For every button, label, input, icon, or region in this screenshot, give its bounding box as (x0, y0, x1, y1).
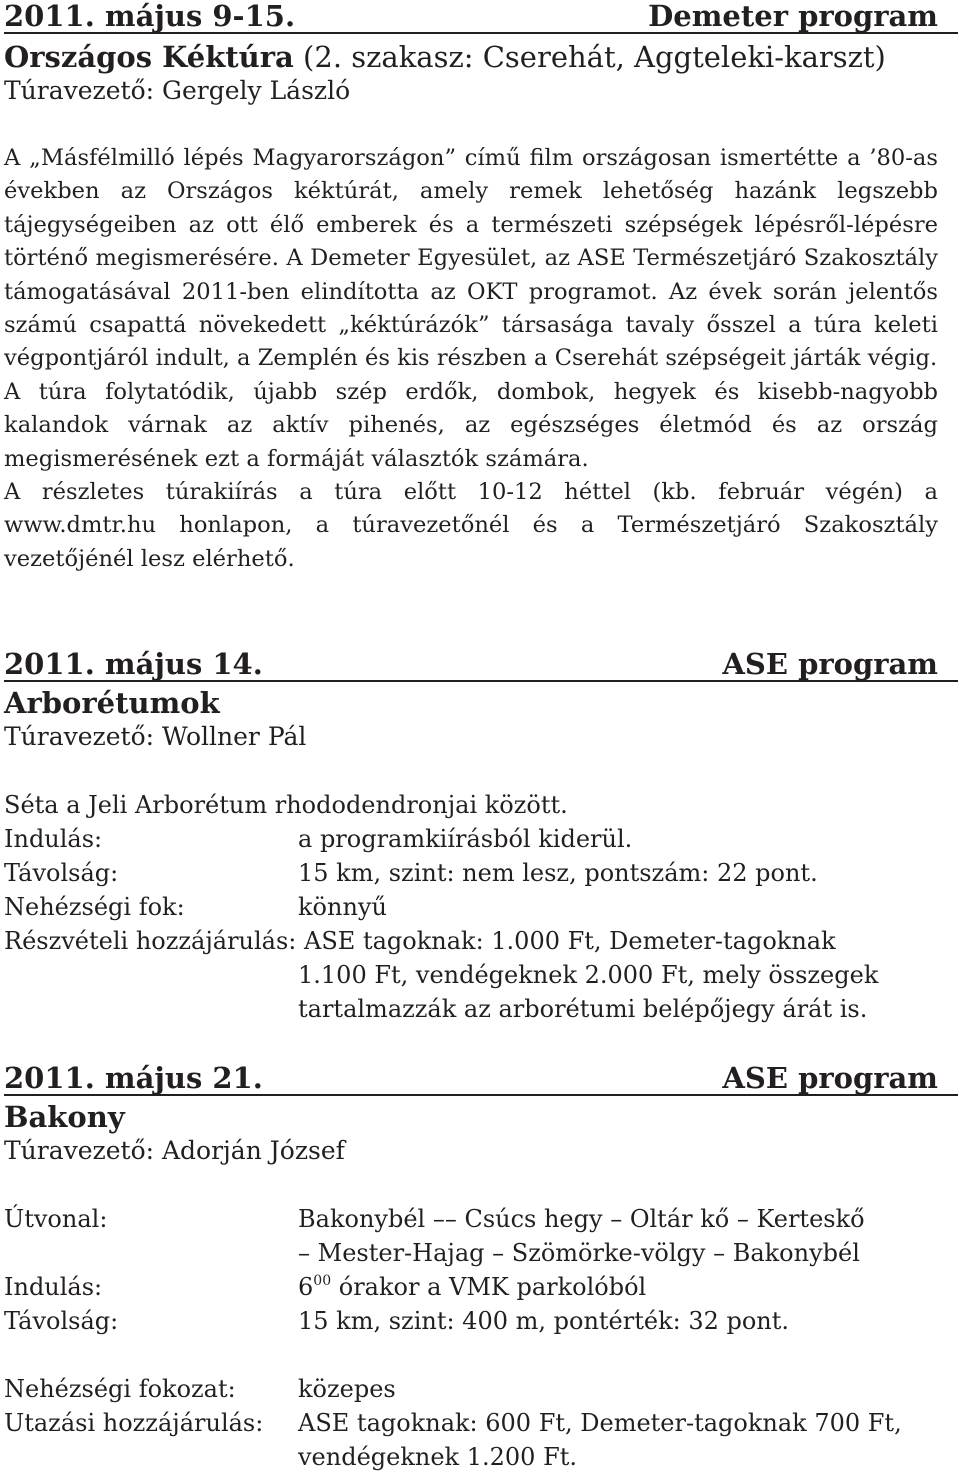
info-row-start (4, 1270, 938, 1304)
info-value: 15 km, szint: nem lesz, pontszám: 22 pont. (298, 859, 818, 887)
info-row-start (4, 822, 938, 856)
start-place: órakor a VMK parkolóból (331, 1273, 647, 1301)
info-label: Indulás: (4, 825, 103, 853)
info-row-fee (4, 1406, 938, 1474)
tour-guide: Túravezető: Wollner Pál (4, 722, 307, 751)
program-organizer: ASE program (722, 1061, 938, 1095)
info-label: Indulás: (4, 1273, 103, 1301)
start-minute: 00 (313, 1273, 332, 1289)
info-value: könnyű (298, 893, 387, 921)
program-section-arboretum (4, 648, 938, 1026)
paragraph: A részletes túrakiírás a túra előtt 10-12 héttel (kb. február végén) a www.dmtr.hu honlapon, a túravezetőnél és a Természetjáró Szakosztály vezetőjénél lesz elérhető. (4, 479, 938, 572)
program-title-bold: Országos Kéktúra (4, 40, 294, 74)
fee-line: Részvételi hozzájárulás: ASE tagoknak: 1.000 Ft, Demeter-tagoknak (4, 927, 836, 955)
section-header (4, 0, 958, 34)
info-row-difficulty (4, 1372, 938, 1406)
program-organizer: Demeter program (648, 0, 938, 33)
program-title (4, 40, 938, 74)
fee-continuation: 1.100 Ft, vendégeknek 2.000 Ft, mely összegek (298, 961, 879, 989)
start-hour: 6 (298, 1273, 314, 1301)
info-row-distance (4, 1304, 938, 1338)
program-title: Bakony (4, 1100, 125, 1134)
program-section-okt (4, 0, 938, 576)
route-continuation: – Mester-Hajag – Szömörke-völgy – Bakonybél (298, 1239, 860, 1267)
info-value: 15 km, szint: 400 m, pontérték: 32 pont. (298, 1307, 790, 1335)
program-title-rest: (2. szakasz: Cserehát, Aggteleki-karszt) (293, 40, 886, 74)
info-label: Nehézségi fokozat: (4, 1375, 236, 1403)
info-label: Távolság: (4, 859, 119, 887)
section-header (4, 648, 958, 682)
paragraph: A „Másfélmilló lépés Magyarországon” című film országosan ismertétte a ’80-as években az Országos kéktúrát, amely remek lehetőség hazánk legszebb tájegységeiben az ott élő emberek és a természeti szépségek lépésről-lépésre történő megismerésére. A Demeter Egyesület, az ASE Természetjáró Szakosztály támogatásával 2011-ben elindította az OKT programot. Az évek során jelentős számú csapattá növekedett „kéktúrázók” társasága tavaly ősszel a túra keleti végpontjáról indult, a Zemplén és kis részben a Cserehát szépségeit járták végig. (4, 145, 938, 372)
info-label: Utazási hozzájárulás: (4, 1409, 264, 1437)
info-label: Távolság: (4, 1307, 119, 1335)
info-value (298, 1270, 938, 1304)
program-title: Arborétumok (4, 686, 220, 720)
info-value: közepes (298, 1375, 396, 1403)
tour-guide: Túravezető: Adorján József (4, 1136, 345, 1165)
program-date: 2011. május 9-15. (4, 0, 296, 33)
program-date: 2011. május 21. (4, 1061, 263, 1095)
info-label: Nehézségi fok: (4, 893, 185, 921)
info-row-route (4, 1202, 938, 1236)
info-value: ASE tagoknak: 600 Ft, Demeter-tagoknak 700 Ft, vendégeknek 1.200 Ft. (298, 1409, 902, 1471)
program-intro: Séta a Jeli Arborétum rhododendronjai között. (4, 791, 568, 819)
info-value: Bakonybél –– Csúcs hegy – Oltár kő – Kerteskő (298, 1205, 865, 1233)
info-row-distance (4, 856, 938, 890)
section-header (4, 1062, 958, 1096)
program-organizer: ASE program (722, 647, 938, 681)
paragraph: A túra folytatódik, újabb szép erdők, dombok, hegyek és kisebb-nagyobb kalandok várnak az aktív pihenés, az egészséges életmód és az ország megismerésének ezt a formáját választók számára. (4, 378, 938, 472)
fee-continuation: tartalmazzák az arborétumi belépőjegy árát is. (298, 995, 868, 1023)
info-value: a programkiírásból kiderül. (298, 825, 633, 853)
program-section-bakony (4, 1062, 938, 1474)
info-row-difficulty (4, 890, 938, 924)
program-date: 2011. május 14. (4, 647, 263, 681)
tour-guide: Túravezető: Gergely László (4, 76, 351, 105)
info-label: Útvonal: (4, 1205, 108, 1233)
